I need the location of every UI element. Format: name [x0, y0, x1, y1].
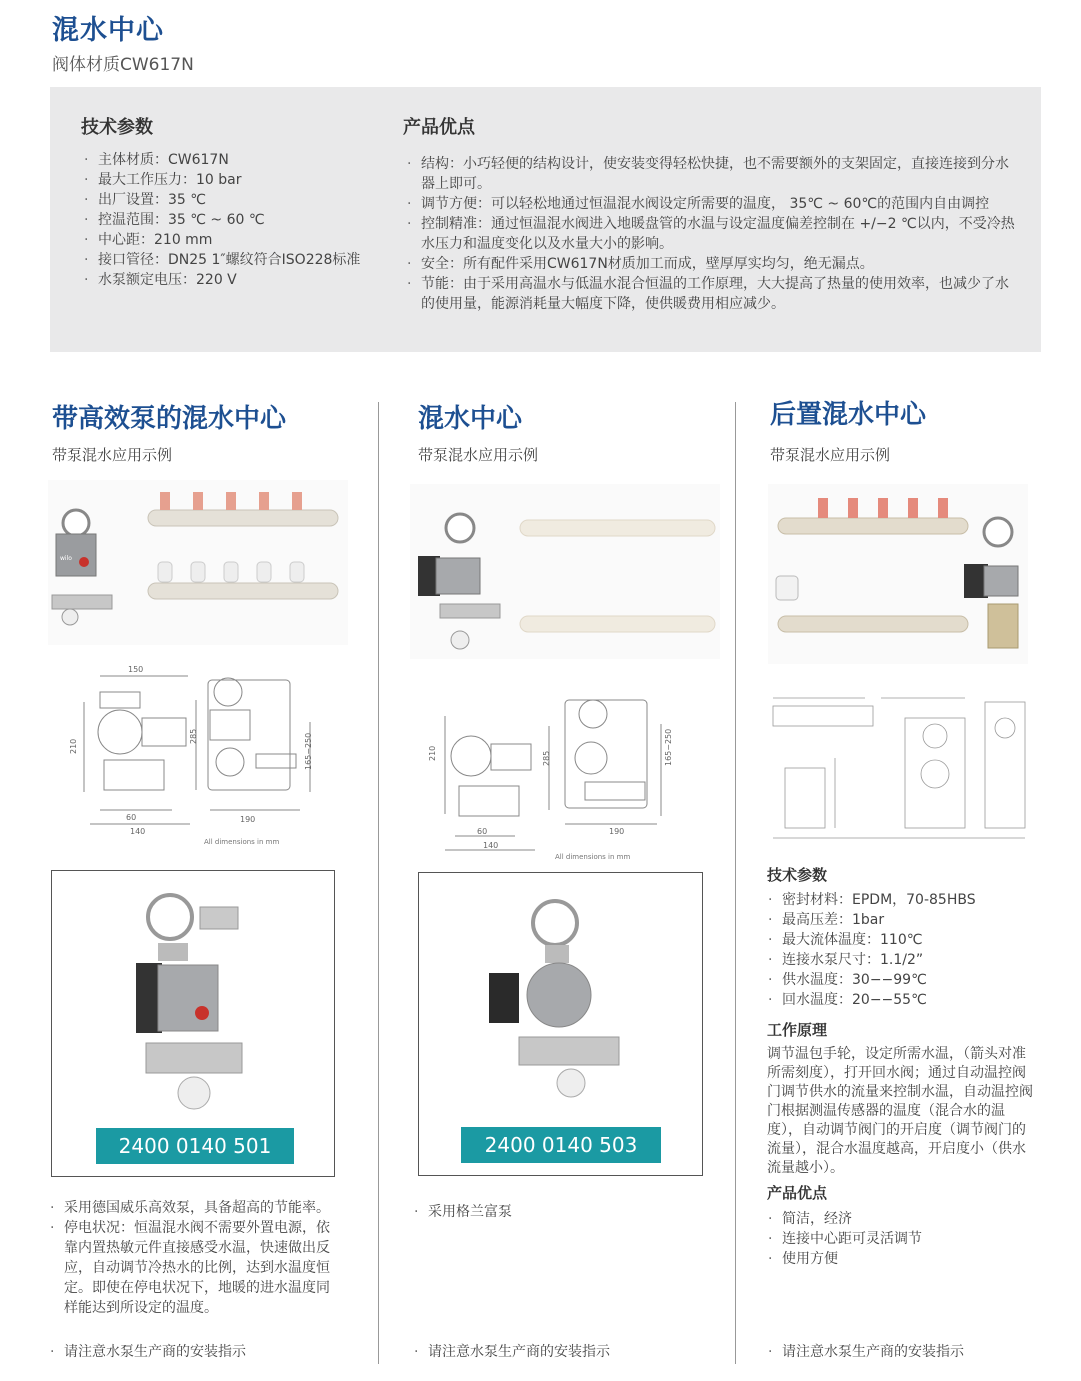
list-item: · 简洁，经济 [766, 1209, 1046, 1229]
tech-heading: 技术参数 [81, 117, 153, 138]
advantages-list [766, 1209, 1046, 1269]
list-item: · 采用德国威乐高效泵，具备超高的节能率。 [48, 1198, 333, 1218]
list-item: · 采用格兰富泵 [412, 1202, 712, 1222]
dim-label: 140 [483, 841, 499, 850]
list-item: · 水泵额定电压：220 V [82, 270, 402, 290]
list-item: · 回水温度：20−−55℃ [766, 990, 1046, 1010]
principle-heading: 工作原理 [767, 1021, 828, 1039]
column-divider [378, 402, 379, 1364]
column-title: 混水中心 [418, 404, 523, 434]
dim-label: 165−250 [304, 732, 313, 770]
manifold-photo [768, 484, 1028, 664]
list-item: · 连接水泵尺寸：1.1/2” [766, 950, 1046, 970]
dimension-note: All dimensions in mm [555, 853, 631, 861]
list-item: · 节能：由于采用高温水与低温水混合恒温的工作原理，大大提高了热量的使用效率，也减少了水的使用量，能源消耗量大幅度下降，使供暖费用相应减少。 [405, 274, 1020, 314]
manifold-photo [410, 484, 720, 659]
dim-label: 190 [240, 815, 256, 824]
page-subtitle: 阀体材质CW617N [52, 55, 194, 75]
list-item: · 出厂设置：35 ℃ [82, 190, 402, 210]
dimension-diagram [765, 688, 1035, 848]
list-item: · 主体材质：CW617N [82, 150, 402, 170]
tech-heading: 技术参数 [767, 866, 828, 884]
advantages-heading: 产品优点 [403, 117, 475, 138]
list-item: · 接口管径：DN25 1″螺纹符合ISO228标准 [82, 250, 402, 270]
notes-list [412, 1202, 712, 1222]
dim-label: 190 [609, 827, 625, 836]
advantages-heading: 产品优点 [767, 1184, 828, 1202]
dim-label: 210 [428, 745, 437, 761]
list-item: · 请注意水泵生产商的安装指示 [766, 1342, 1056, 1362]
product-frame [51, 870, 335, 1177]
list-item: · 控温范围：35 ℃ ~ 60 ℃ [82, 210, 402, 230]
list-item: · 安全：所有配件采用CW617N材质加工而成，壁厚厚实均匀，绝无漏点。 [405, 254, 1020, 274]
pump-brand-label: wilo [60, 555, 72, 562]
list-item: · 中心距：210 mm [82, 230, 402, 250]
product-code: 2400 0140 501 [96, 1128, 294, 1164]
dimension-note: All dimensions in mm [204, 838, 280, 846]
list-item: · 请注意水泵生产商的安装指示 [48, 1342, 348, 1362]
product-frame [418, 872, 703, 1176]
column-subtitle: 带泵混水应用示例 [52, 446, 173, 464]
advantages-list [405, 154, 1020, 314]
list-item: · 请注意水泵生产商的安装指示 [412, 1342, 712, 1362]
dim-label: 150 [128, 665, 144, 674]
column-subtitle: 带泵混水应用示例 [770, 446, 891, 464]
dimension-diagram [425, 686, 685, 866]
list-item: · 连接中心距可灵活调节 [766, 1229, 1046, 1249]
tech-list [82, 150, 402, 290]
dim-label: 285 [542, 750, 551, 766]
manifold-photo [48, 480, 348, 645]
list-item: · 结构：小巧轻便的结构设计，使安装变得轻松快捷，也不需要额外的支架固定，直接连接到分水器上即可。 [405, 154, 1020, 194]
list-item: · 最大流体温度：110℃ [766, 930, 1046, 950]
list-item: · 停电状况：恒温混水阀不需要外置电源，依靠内置热敏元件直接感受水温，快速做出反应，自动调节冷热水的比例，达到水温度恒定。即使在停电状况下，地暖的进水温度同样能达到所设定的温度。 [48, 1218, 333, 1318]
list-item: · 密封材料：EPDM，70-85HBS [766, 890, 1046, 910]
page-title: 混水中心 [52, 15, 164, 46]
column-divider [735, 402, 736, 1364]
dim-label: 210 [69, 738, 78, 754]
list-item: · 使用方便 [766, 1249, 1046, 1269]
principle-text: 调节温包手轮，设定所需水温，（箭头对准所需刻度），打开回水阀；通过自动温控阀门调节供水的流量来控制水温，自动温控阀门根据测温传感器的温度（混合水的温度），自动调节阀门的开启度（调节阀门的流量），混合水温度越高，开启度小（供水流量越小）。 [767, 1046, 1033, 1176]
product-image [489, 887, 639, 1107]
dimension-diagram [60, 662, 320, 852]
column-title: 后置混水中心 [770, 400, 927, 430]
list-item: · 控制精准：通过恒温混水阀进入地暖盘管的水温与设定温度偏差控制在 +/−2 ℃以内，不受冷热水压力和温度变化以及水量大小的影响。 [405, 214, 1020, 254]
dim-label: 60 [126, 813, 137, 822]
column-subtitle: 带泵混水应用示例 [418, 446, 539, 464]
tech-list [766, 890, 1046, 1010]
dim-label: 285 [189, 728, 198, 744]
spec-box [50, 87, 1041, 352]
product-image [128, 883, 268, 1113]
notes-list [48, 1198, 333, 1318]
dim-label: 60 [477, 827, 488, 836]
list-item: · 供水温度：30−−99℃ [766, 970, 1046, 990]
list-item: · 最高压差：1bar [766, 910, 1046, 930]
footer-note [412, 1342, 712, 1362]
product-code: 2400 0140 503 [461, 1127, 661, 1163]
column-title: 带高效泵的混水中心 [52, 404, 287, 434]
footer-note [766, 1342, 1056, 1362]
list-item: · 最大工作压力：10 bar [82, 170, 402, 190]
footer-note [48, 1342, 348, 1362]
list-item: · 调节方便：可以轻松地通过恒温混水阀设定所需要的温度， 35℃ ~ 60℃的范围内自由调控 [405, 194, 1020, 214]
dim-label: 165−250 [664, 728, 673, 766]
dim-label: 140 [130, 827, 146, 836]
